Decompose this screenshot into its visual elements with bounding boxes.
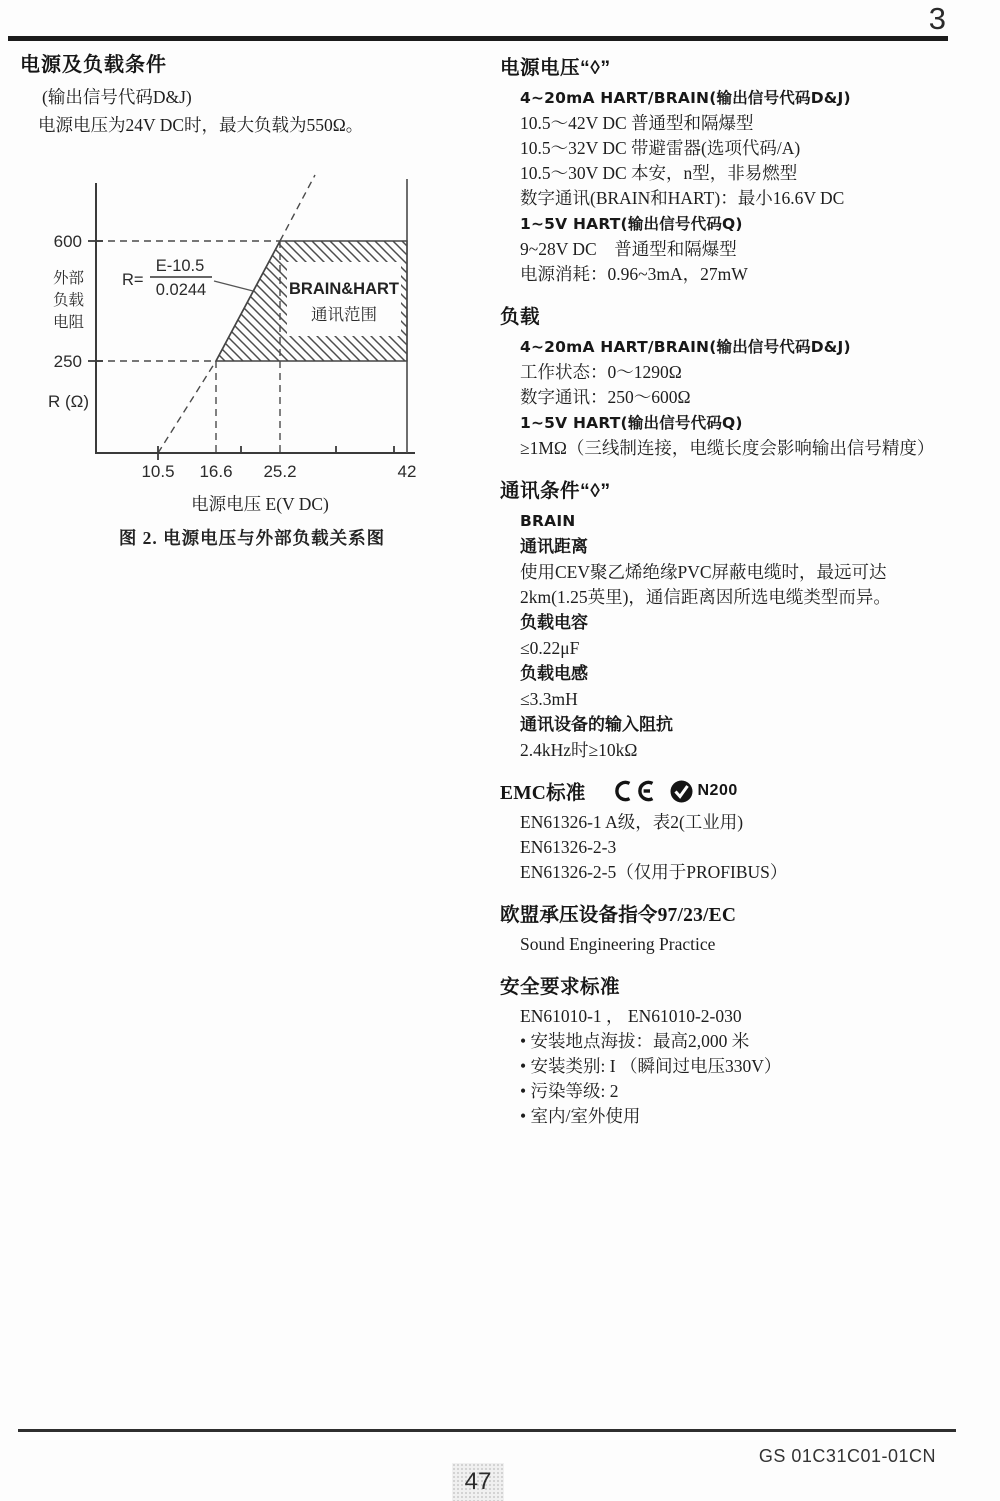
- formula: [122, 257, 253, 299]
- spec-line: EN61326-2-5（仅用于PROFIBUS）: [520, 862, 788, 882]
- spec-subheading: 通讯距离: [520, 537, 588, 556]
- spec-line: EN61326-1 A级，表2(工业用): [520, 812, 744, 832]
- spec-line: BRAIN: [520, 512, 576, 530]
- communication-heading: 通讯条件“◊”: [500, 480, 611, 502]
- ylabel-unit: R (Ω): [48, 392, 90, 411]
- spec-line: 4~20mA HART/BRAIN(输出信号代码D&J): [520, 89, 851, 107]
- load-voltage-figure: [36, 163, 456, 550]
- emc-logos: [612, 779, 738, 803]
- ylabel-line1: 外部: [53, 270, 85, 287]
- spec-line: 电源消耗：0.96~3mA，27mW: [520, 264, 748, 284]
- section-ped: [500, 899, 994, 957]
- chart-x-axis-label: 电源电压 E(V DC): [191, 494, 329, 514]
- spec-subheading: 负载电感: [520, 664, 588, 683]
- spec-line: 4~20mA HART/BRAIN(输出信号代码D&J): [520, 338, 851, 356]
- region-label-line1: BRAIN&HART: [289, 280, 399, 298]
- spec-bullet: • 室内/室外使用: [520, 1106, 641, 1126]
- spec-line: Sound Engineering Practice: [520, 934, 716, 954]
- c-tick-icon: [670, 780, 693, 803]
- left-section-subtitle: (输出信号代码D&J): [42, 87, 192, 107]
- spec-line: 数字通讯：250～600Ω: [520, 387, 691, 407]
- ytick-250: 250: [53, 352, 82, 371]
- bottom-rule: [18, 1429, 956, 1432]
- spec-line: ≤0.22μF: [520, 638, 580, 658]
- formula-lhs: R=: [122, 271, 144, 289]
- load-voltage-chart: [36, 163, 456, 481]
- load-heading: 负载: [500, 306, 541, 328]
- spec-bullet: • 安装类别: I （瞬间过电压330V）: [520, 1056, 782, 1076]
- spec-line: ≥1MΩ（三线制连接，电缆长度会影响输出信号精度）: [520, 438, 935, 458]
- spec-line: 9~28V DC 普通型和隔爆型: [520, 239, 737, 259]
- section-safety: [500, 971, 994, 1129]
- ylabel-line2: 负载: [53, 292, 85, 309]
- spec-line: 2.4kHz时≥10kΩ: [520, 740, 638, 760]
- xtick-10-5: 10.5: [141, 462, 175, 481]
- formula-denominator: 0.0244: [155, 281, 207, 299]
- spec-line: 数字通讯(BRAIN和HART)：最小16.6V DC: [520, 188, 845, 208]
- formula-numerator: E-10.5: [155, 257, 205, 275]
- spec-line: 10.5～42V DC 普通型和隔爆型: [520, 113, 754, 133]
- spec-bullet: • 安装地点海拔：最高2,000 米: [520, 1031, 750, 1051]
- page-number-top: 3: [928, 1, 946, 36]
- supply-voltage-heading: 电源电压“◊”: [500, 57, 611, 79]
- spec-line: EN61326-2-3: [520, 837, 617, 857]
- emc-heading: [500, 777, 994, 805]
- left-section-title: 电源及负载条件: [20, 54, 167, 76]
- figure-caption: 图 2. 电源电压与外部负载关系图: [118, 528, 386, 548]
- spec-subheading: 负载电容: [520, 613, 588, 632]
- spec-line: ≤3.3mH: [520, 689, 578, 709]
- spec-line: EN61010-1 ， EN61010-2-030: [520, 1006, 742, 1026]
- section-supply-voltage: [500, 52, 994, 287]
- ped-heading: 欧盟承压设备指令97/23/EC: [500, 905, 737, 926]
- section-load: [500, 301, 994, 461]
- spec-line: 使用CEV聚乙烯绝缘PVC屏蔽电缆时，最远可达: [520, 562, 887, 582]
- ylabel-line3: 电阻: [53, 314, 85, 331]
- section-communication: [500, 475, 994, 763]
- hart-brain-region: [216, 241, 407, 361]
- xtick-42: 42: [397, 462, 417, 481]
- spec-line: 1~5V HART(输出信号代码Q): [520, 215, 743, 233]
- right-column: [500, 52, 994, 1129]
- region-label-box: [287, 262, 401, 336]
- spec-line: 2km(1.25英里)，通信距离因所选电缆类型而异。: [520, 587, 891, 607]
- section-emc: [500, 777, 994, 885]
- region-label-line2: 通讯范围: [311, 305, 377, 324]
- formula-leader-line: [214, 281, 253, 291]
- safety-heading: 安全要求标准: [500, 976, 621, 998]
- page-number-badge: 47: [452, 1463, 504, 1501]
- spec-line: 10.5～30V DC 本安，n型，非易燃型: [520, 163, 798, 183]
- left-section-intro: 电源电压为24V DC时，最大负载为550Ω。: [38, 115, 364, 135]
- ce-mark-icon: [612, 779, 658, 803]
- ytick-600: 600: [53, 232, 82, 251]
- spec-line: 工作状态：0～1290Ω: [520, 362, 682, 382]
- spec-line: 1~5V HART(输出信号代码Q): [520, 414, 743, 432]
- spec-line: 10.5～32V DC 带避雷器(选项代码/A): [520, 138, 801, 158]
- document-number: GS 01C31C01-01CN: [758, 1446, 936, 1466]
- xtick-25-2: 25.2: [263, 462, 297, 481]
- xtick-16-6: 16.6: [199, 462, 233, 481]
- spec-subheading: 通讯设备的输入阻抗: [520, 715, 673, 734]
- left-column: [20, 48, 482, 550]
- top-rule: [8, 36, 948, 41]
- spec-bullet: • 污染等级: 2: [520, 1081, 619, 1101]
- emc-heading-label: EMC标准: [500, 783, 586, 804]
- c-tick-number: N200: [697, 782, 738, 799]
